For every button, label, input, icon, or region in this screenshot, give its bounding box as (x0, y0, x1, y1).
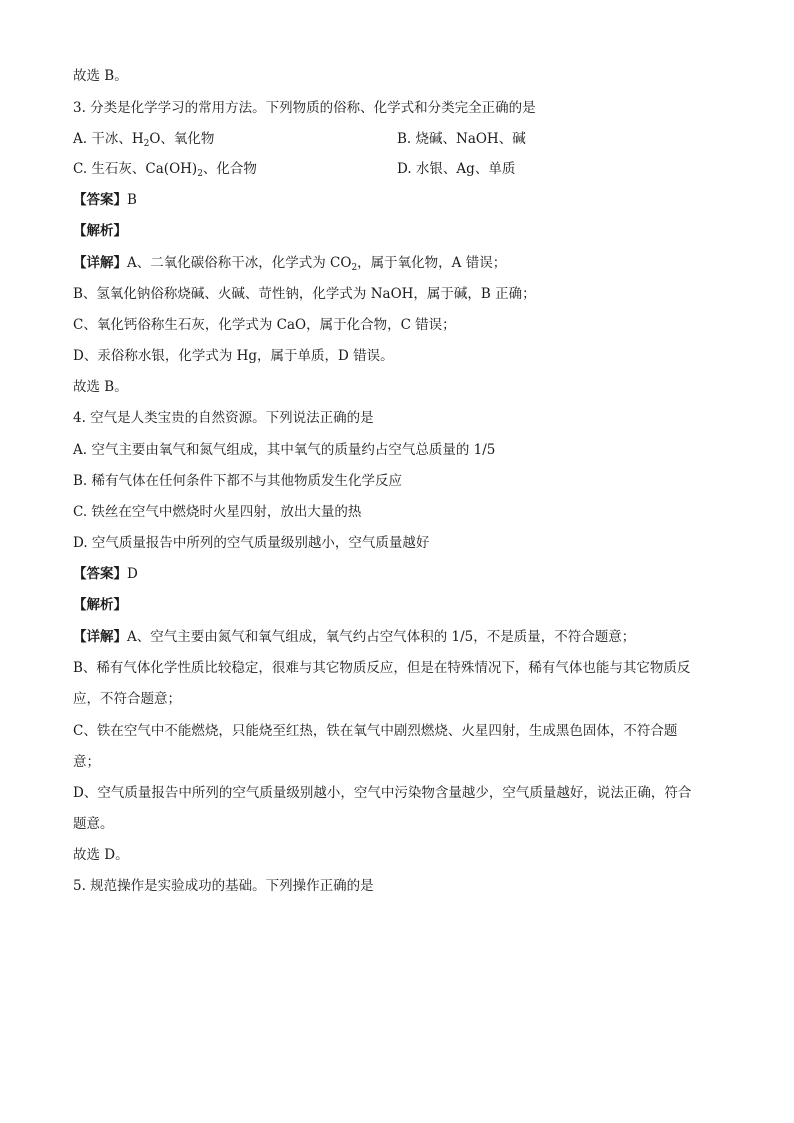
q3-detail-c: C、氧化钙俗称生石灰，化学式为 CaO，属于化合物，C 错误； (73, 317, 456, 333)
q3-detail-a: 【详解】A、二氧化碳俗称干冰，化学式为 $CO_2$，属于氧化物，A 错误； (73, 255, 507, 273)
q3-stem: 3. 分类是化学学习的常用方法。下列物质的俗称、化学式和分类完全正确的是 (73, 100, 536, 116)
q4-option-d: D. 空气质量报告中所列的空气质量级别越小，空气质量越好 (73, 535, 430, 551)
q3-option-c: C. 生石灰、$Ca(OH)_2$、化合物 (73, 161, 257, 179)
q3-choose-line: 故选 B。 (73, 379, 128, 395)
q3-analysis-heading: 【解析】 (73, 223, 127, 239)
q4-stem: 4. 空气是人类宝贵的自然资源。下列说法正确的是 (73, 410, 374, 426)
q3-option-d: D. 水银、Ag、单质 (397, 161, 516, 177)
q4-detail-b-line1: B、稀有气体化学性质比较稳定，很难与其它物质反应，但是在特殊情况下，稀有气体也能与其它物质反 (73, 660, 691, 676)
q4-option-b: B. 稀有气体在任何条件下都不与其他物质发生化学反应 (73, 473, 403, 489)
q4-detail-c-line1: C、铁在空气中不能燃烧，只能烧至红热，铁在氧气中剧烈燃烧、火星四射，生成黑色固体，不符合题 (73, 723, 678, 739)
q3-detail-d: D、汞俗称水银，化学式为 Hg，属于单质，D 错误。 (73, 348, 394, 364)
q3-detail-b: B、氢氧化钠俗称烧碱、火碱、苛性钠，化学式为 NaOH，属于碱，B 正确； (73, 286, 536, 302)
q5-stem: 5. 规范操作是实验成功的基础。下列操作正确的是 (73, 878, 374, 894)
q4-choose-line: 故选 D。 (73, 847, 129, 863)
q4-detail-d-line1: D、空气质量报告中所列的空气质量级别越小，空气中污染物含量越少，空气质量越好，说法正确，符合 (73, 785, 692, 801)
q4-option-a: A. 空气主要由氧气和氮气组成，其中氧气的质量约占空气总质量的 1/5 (73, 442, 496, 458)
q4-detail-d-line2: 题意。 (73, 816, 114, 832)
q2-choose-line: 故选 B。 (73, 68, 128, 84)
q4-detail-c-line2: 意； (73, 754, 100, 770)
q4-answer: 【答案】D (73, 566, 138, 582)
q4-detail-a: 【详解】A、空气主要由氮气和氧气组成，氧气约占空气体积的 1/5，不是质量，不符合题意； (73, 629, 636, 645)
q4-option-c: C. 铁丝在空气中燃烧时火星四射，放出大量的热 (73, 504, 362, 520)
q3-answer: 【答案】B (73, 192, 137, 208)
q4-analysis-heading: 【解析】 (73, 597, 127, 613)
q4-detail-b-line2: 应，不符合题意； (73, 691, 181, 707)
q3-option-b: B. 烧碱、NaOH、碱 (397, 131, 526, 147)
q3-option-a: A. 干冰、$H_2O$、氧化物 (73, 131, 215, 149)
